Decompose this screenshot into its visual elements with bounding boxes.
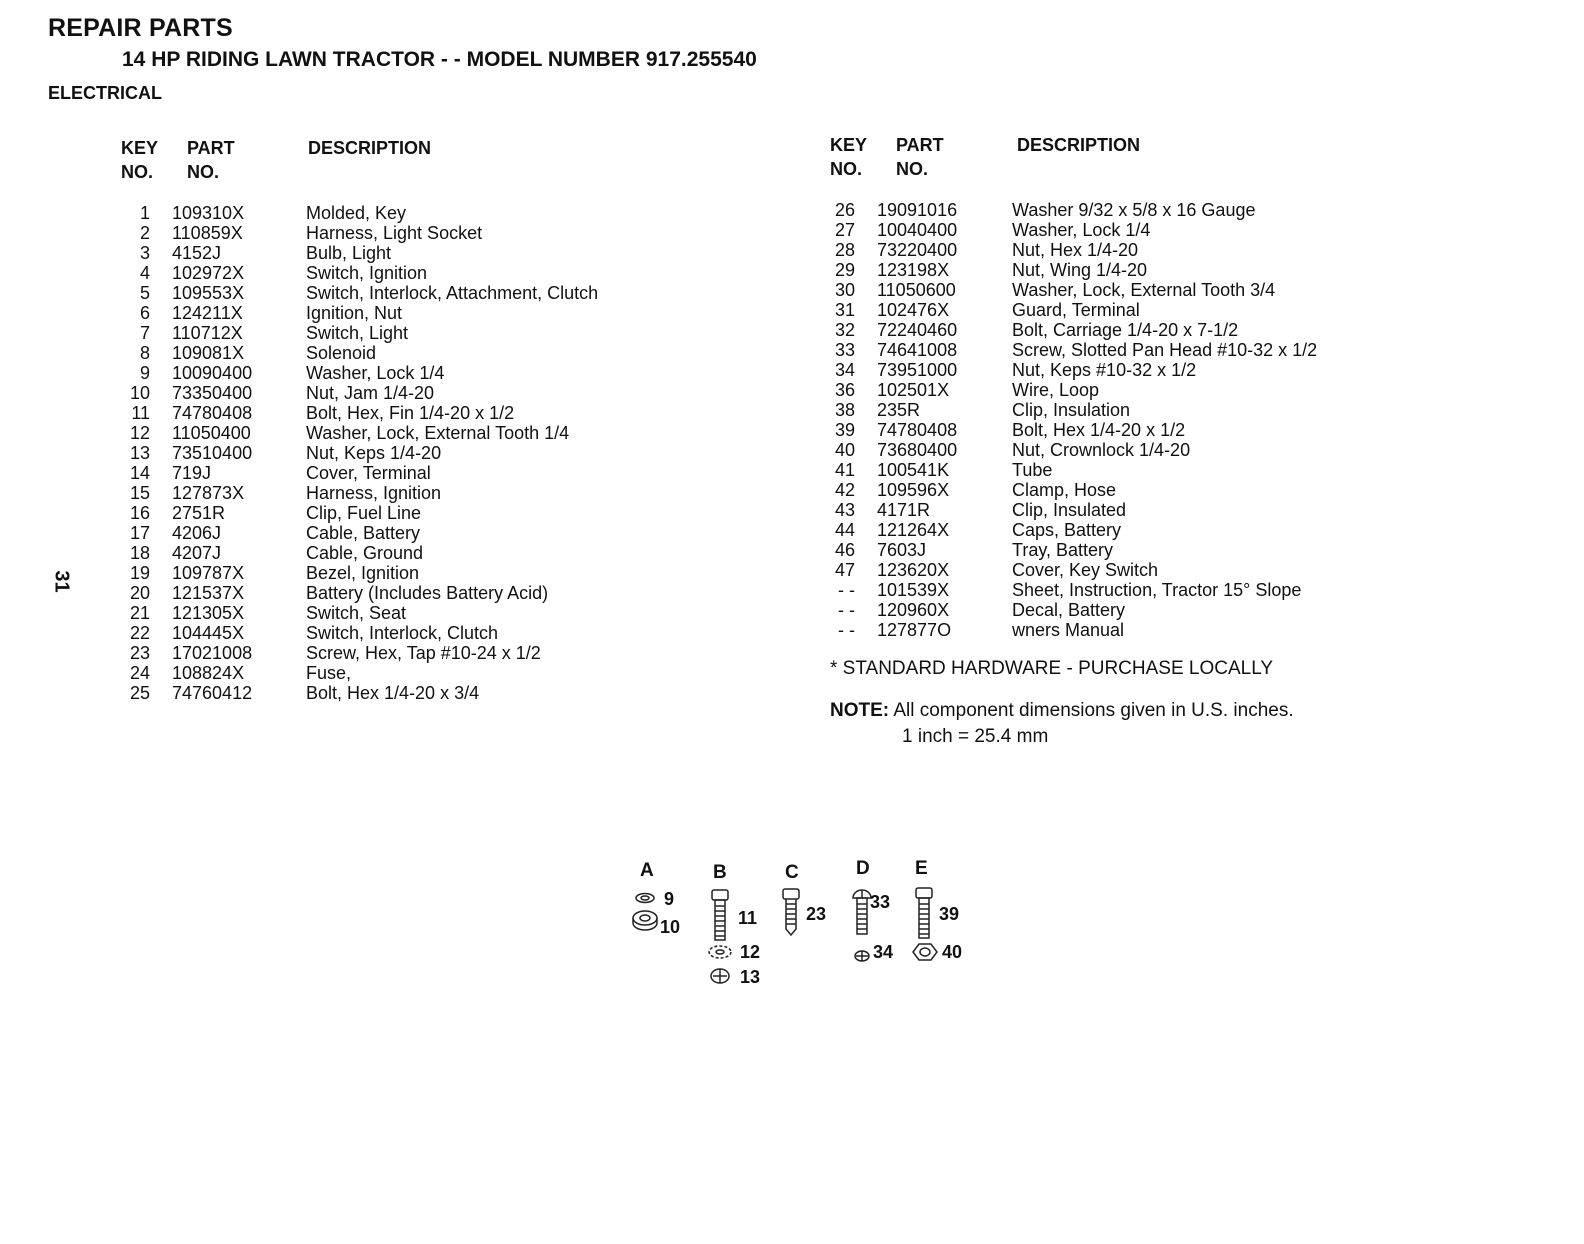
key-number: 25 bbox=[129, 683, 150, 703]
part-description: Nut, Keps #10-32 x 1/2 bbox=[1012, 360, 1197, 380]
part-description: Wire, Loop bbox=[1012, 380, 1100, 400]
part-row bbox=[829, 360, 1469, 380]
part-row bbox=[120, 443, 720, 463]
part-row bbox=[120, 663, 720, 683]
part-description: Bolt, Hex, Fin 1/4-20 x 1/2 bbox=[306, 403, 515, 423]
hex-bolt-e-icon bbox=[916, 888, 932, 938]
part-description: Harness, Ignition bbox=[306, 483, 442, 503]
part-description: Cable, Ground bbox=[306, 543, 424, 563]
part-description: Bolt, Hex 1/4-20 x 3/4 bbox=[306, 683, 480, 703]
part-number: 10040400 bbox=[877, 220, 958, 240]
callout-10: 10 bbox=[660, 917, 681, 937]
part-number: 108824X bbox=[172, 663, 245, 683]
key-number: 14 bbox=[129, 463, 150, 483]
key-number: 39 bbox=[834, 420, 855, 440]
part-description: Switch, Seat bbox=[306, 603, 407, 623]
key-number: 6 bbox=[139, 303, 150, 323]
part-row bbox=[120, 363, 720, 383]
crownlock-nut-icon bbox=[913, 944, 937, 960]
group-label-e: E bbox=[915, 858, 928, 879]
part-description: Bezel, Ignition bbox=[306, 563, 420, 583]
part-row bbox=[120, 203, 720, 223]
part-number: 74641008 bbox=[877, 340, 958, 360]
key-number: 21 bbox=[129, 603, 150, 623]
part-description: Tube bbox=[1012, 460, 1053, 480]
part-row bbox=[120, 603, 720, 623]
part-row bbox=[829, 460, 1469, 480]
part-description: Washer, Lock, External Tooth 1/4 bbox=[306, 423, 570, 443]
key-number: 22 bbox=[129, 623, 150, 643]
group-label-d: D bbox=[856, 858, 870, 879]
part-row bbox=[120, 243, 720, 263]
part-description: Clamp, Hose bbox=[1012, 480, 1117, 500]
callout-39: 39 bbox=[939, 904, 960, 924]
part-row bbox=[829, 400, 1469, 420]
part-number: 110712X bbox=[172, 323, 243, 343]
group-label-a: A bbox=[640, 860, 654, 881]
part-number: 4206J bbox=[172, 523, 222, 543]
external-tooth-washer-icon bbox=[709, 946, 731, 958]
part-number: 123198X bbox=[877, 260, 950, 280]
callout-33: 33 bbox=[870, 892, 891, 912]
part-number: 74780408 bbox=[877, 420, 958, 440]
part-description: Washer 9/32 x 5/8 x 16 Gauge bbox=[1012, 200, 1256, 220]
part-description: Molded, Key bbox=[306, 203, 407, 223]
part-row bbox=[829, 200, 1469, 220]
part-number: 73680400 bbox=[877, 440, 958, 460]
part-row bbox=[120, 263, 720, 283]
key-number: 44 bbox=[834, 520, 855, 540]
key-number: 1 bbox=[139, 203, 150, 223]
key-number: 11 bbox=[131, 403, 150, 423]
part-description: Fuse, bbox=[306, 663, 352, 683]
key-number: 7 bbox=[139, 323, 150, 343]
part-description: Nut, Keps 1/4-20 bbox=[306, 443, 442, 463]
part-description: Clip, Insulated bbox=[1012, 500, 1127, 520]
part-row bbox=[120, 563, 720, 583]
part-row bbox=[120, 543, 720, 563]
callout-11: 11 bbox=[738, 908, 758, 928]
right-part-header: PART NO. bbox=[896, 135, 944, 179]
part-number: 74780408 bbox=[172, 403, 253, 423]
part-number: 72240460 bbox=[877, 320, 958, 340]
part-number: 719J bbox=[172, 463, 212, 483]
part-description: Nut, Crownlock 1/4-20 bbox=[1012, 440, 1191, 460]
key-number: 27 bbox=[834, 220, 855, 240]
key-number: 41 bbox=[834, 460, 855, 480]
group-label-c: C bbox=[785, 862, 799, 883]
part-row bbox=[829, 600, 1469, 620]
key-number: 16 bbox=[129, 503, 150, 523]
page-title: REPAIR PARTS bbox=[48, 14, 233, 42]
part-row bbox=[829, 300, 1469, 320]
key-number: 18 bbox=[129, 543, 150, 563]
key-number: 29 bbox=[834, 260, 855, 280]
part-number: 121537X bbox=[172, 583, 245, 603]
part-number: 127877O bbox=[877, 620, 952, 640]
part-row bbox=[829, 520, 1469, 540]
key-number: 33 bbox=[834, 340, 855, 360]
key-number: 8 bbox=[139, 343, 150, 363]
part-description: Switch, Interlock, Attachment, Clutch bbox=[306, 283, 599, 303]
part-number: 73951000 bbox=[877, 360, 958, 380]
part-row bbox=[120, 583, 720, 603]
part-row bbox=[120, 223, 720, 243]
part-number: 123620X bbox=[877, 560, 950, 580]
key-number: 38 bbox=[834, 400, 855, 420]
part-number: 19091016 bbox=[877, 200, 958, 220]
dimension-note bbox=[830, 698, 1294, 750]
right-description-header: DESCRIPTION bbox=[1017, 135, 1141, 155]
section-heading: ELECTRICAL bbox=[48, 83, 162, 103]
hex-bolt-icon bbox=[712, 890, 728, 940]
part-description: Washer, Lock 1/4 bbox=[1012, 220, 1151, 240]
part-row bbox=[829, 240, 1469, 260]
callout-34: 34 bbox=[873, 942, 894, 962]
key-number: 43 bbox=[834, 500, 855, 520]
key-number: 32 bbox=[834, 320, 855, 340]
model-subtitle: 14 HP RIDING LAWN TRACTOR - - MODEL NUMBER 917.255540 bbox=[122, 48, 757, 71]
part-row bbox=[829, 540, 1469, 560]
part-description: Battery (Includes Battery Acid) bbox=[306, 583, 549, 603]
part-number: 109596X bbox=[877, 480, 950, 500]
right-key-header: KEY NO. bbox=[830, 135, 868, 179]
part-number: 74760412 bbox=[172, 683, 253, 703]
callout-9: 9 bbox=[664, 889, 675, 909]
part-row bbox=[829, 480, 1469, 500]
callout-23: 23 bbox=[806, 904, 827, 924]
part-row bbox=[120, 503, 720, 523]
hardware-diagram bbox=[620, 852, 990, 1002]
key-number: 10 bbox=[129, 383, 150, 403]
key-number: 40 bbox=[834, 440, 855, 460]
part-description: Switch, Interlock, Clutch bbox=[306, 623, 499, 643]
key-number: 4 bbox=[139, 263, 150, 283]
note-label: NOTE: bbox=[830, 700, 890, 721]
part-description: Switch, Ignition bbox=[306, 263, 428, 283]
part-number: 2751R bbox=[172, 503, 226, 523]
lock-washer-icon bbox=[636, 894, 654, 903]
part-number: 109310X bbox=[172, 203, 245, 223]
part-number: 4152J bbox=[172, 243, 222, 263]
part-row bbox=[120, 643, 720, 663]
part-number: 4171R bbox=[877, 500, 931, 520]
key-number: 34 bbox=[834, 360, 855, 380]
part-row bbox=[829, 440, 1469, 460]
part-number: 11050400 bbox=[172, 423, 251, 443]
part-number: 10090400 bbox=[172, 363, 253, 383]
part-row bbox=[829, 560, 1469, 580]
part-number: 120960X bbox=[877, 600, 950, 620]
part-description: Sheet, Instruction, Tractor 15° Slope bbox=[1012, 580, 1302, 600]
part-description: Bulb, Light bbox=[306, 243, 392, 263]
part-description: Screw, Hex, Tap #10-24 x 1/2 bbox=[306, 643, 541, 663]
key-number: - - bbox=[838, 580, 855, 600]
part-number: 4207J bbox=[172, 543, 222, 563]
left-key-header: KEY NO. bbox=[121, 138, 159, 182]
key-number: 15 bbox=[129, 483, 150, 503]
key-number: 2 bbox=[139, 223, 150, 243]
part-number: 104445X bbox=[172, 623, 245, 643]
part-number: 109081X bbox=[172, 343, 245, 363]
part-description: Cover, Terminal bbox=[306, 463, 431, 483]
part-number: 109787X bbox=[172, 563, 245, 583]
part-number: 110859X bbox=[172, 223, 243, 243]
part-row bbox=[120, 403, 720, 423]
part-description: Tray, Battery bbox=[1012, 540, 1114, 560]
key-number: 28 bbox=[834, 240, 855, 260]
part-description: Decal, Battery bbox=[1012, 600, 1126, 620]
part-row bbox=[120, 303, 720, 323]
keps-nut-icon bbox=[711, 969, 729, 983]
standard-hardware-note: * STANDARD HARDWARE - PURCHASE LOCALLY bbox=[830, 658, 1274, 679]
part-description: Clip, Fuel Line bbox=[306, 503, 422, 523]
key-number: 13 bbox=[129, 443, 150, 463]
part-description: Bolt, Carriage 1/4-20 x 7-1/2 bbox=[1012, 320, 1239, 340]
part-description: Cable, Battery bbox=[306, 523, 421, 543]
tap-screw-icon bbox=[783, 889, 799, 935]
part-description: Solenoid bbox=[306, 343, 377, 363]
keps-nut-small-icon bbox=[855, 951, 869, 961]
part-row bbox=[829, 340, 1469, 360]
part-description: Switch, Light bbox=[306, 323, 409, 343]
callout-12: 12 bbox=[740, 942, 761, 962]
part-number: 109553X bbox=[172, 283, 245, 303]
part-row bbox=[120, 283, 720, 303]
key-number: 5 bbox=[139, 283, 150, 303]
key-number: 19 bbox=[129, 563, 150, 583]
part-description: Harness, Light Socket bbox=[306, 223, 483, 243]
left-part-header: PART NO. bbox=[187, 138, 235, 182]
key-number: 46 bbox=[834, 540, 855, 560]
part-row bbox=[120, 383, 720, 403]
key-number: 3 bbox=[139, 243, 150, 263]
key-number: 42 bbox=[834, 480, 855, 500]
pan-head-screw-icon bbox=[853, 890, 871, 934]
part-description: Guard, Terminal bbox=[1012, 300, 1140, 320]
part-row bbox=[829, 420, 1469, 440]
part-row bbox=[829, 620, 1469, 640]
part-number: 121264X bbox=[877, 520, 950, 540]
part-row bbox=[120, 343, 720, 363]
key-number: 17 bbox=[129, 523, 150, 543]
callout-40: 40 bbox=[942, 942, 963, 962]
part-number: 127873X bbox=[172, 483, 245, 503]
part-description: Bolt, Hex 1/4-20 x 1/2 bbox=[1012, 420, 1186, 440]
key-number: 20 bbox=[129, 583, 150, 603]
callout-13: 13 bbox=[740, 967, 761, 987]
part-description: Nut, Hex 1/4-20 bbox=[1012, 240, 1139, 260]
key-number: 30 bbox=[834, 280, 855, 300]
part-number: 7603J bbox=[877, 540, 927, 560]
key-number: 47 bbox=[834, 560, 855, 580]
note-text: All component dimensions given in U.S. inches. bbox=[893, 700, 1294, 721]
part-number: 11050600 bbox=[877, 280, 956, 300]
part-description: Ignition, Nut bbox=[306, 303, 403, 323]
page-number: 31 bbox=[50, 570, 73, 593]
part-description: Cover, Key Switch bbox=[1012, 560, 1159, 580]
left-parts-list bbox=[120, 203, 720, 703]
part-number: 100541K bbox=[877, 460, 950, 480]
part-number: 73350400 bbox=[172, 383, 253, 403]
part-row bbox=[829, 500, 1469, 520]
key-number: 23 bbox=[129, 643, 150, 663]
part-row bbox=[829, 260, 1469, 280]
part-description: Screw, Slotted Pan Head #10-32 x 1/2 bbox=[1012, 340, 1318, 360]
part-row bbox=[120, 323, 720, 343]
part-row bbox=[829, 320, 1469, 340]
key-number: - - bbox=[838, 620, 855, 640]
part-row bbox=[120, 423, 720, 443]
part-number: 102501X bbox=[877, 380, 950, 400]
part-description: Washer, Lock 1/4 bbox=[306, 363, 445, 383]
group-label-b: B bbox=[713, 862, 727, 883]
part-description: Clip, Insulation bbox=[1012, 400, 1131, 420]
part-row bbox=[120, 523, 720, 543]
part-row bbox=[120, 483, 720, 503]
part-description: Nut, Wing 1/4-20 bbox=[1012, 260, 1148, 280]
part-description: Nut, Jam 1/4-20 bbox=[306, 383, 435, 403]
part-row bbox=[120, 463, 720, 483]
part-number: 235R bbox=[877, 400, 921, 420]
key-number: 36 bbox=[834, 380, 855, 400]
part-number: 17021008 bbox=[172, 643, 253, 663]
part-number: 121305X bbox=[172, 603, 245, 623]
part-number: 73220400 bbox=[877, 240, 958, 260]
part-number: 102972X bbox=[172, 263, 245, 283]
left-description-header: DESCRIPTION bbox=[308, 138, 432, 158]
part-number: 124211X bbox=[172, 303, 243, 323]
part-row bbox=[829, 280, 1469, 300]
key-number: 24 bbox=[129, 663, 150, 683]
right-parts-list bbox=[829, 200, 1469, 640]
part-number: 73510400 bbox=[172, 443, 253, 463]
part-row bbox=[829, 380, 1469, 400]
conversion-text: 1 inch = 25.4 mm bbox=[902, 726, 1049, 747]
key-number: 31 bbox=[834, 300, 855, 320]
part-number: 102476X bbox=[877, 300, 950, 320]
part-row bbox=[120, 683, 720, 703]
part-row bbox=[120, 623, 720, 643]
key-number: 9 bbox=[139, 363, 150, 383]
key-number: 26 bbox=[834, 200, 855, 220]
part-number: 101539X bbox=[877, 580, 950, 600]
key-number: - - bbox=[838, 600, 855, 620]
jam-nut-icon bbox=[633, 911, 657, 930]
part-description: Caps, Battery bbox=[1012, 520, 1122, 540]
part-description: Washer, Lock, External Tooth 3/4 bbox=[1012, 280, 1276, 300]
key-number: 12 bbox=[129, 423, 150, 443]
part-description: wners Manual bbox=[1012, 620, 1125, 640]
part-row bbox=[829, 220, 1469, 240]
part-row bbox=[829, 580, 1469, 600]
